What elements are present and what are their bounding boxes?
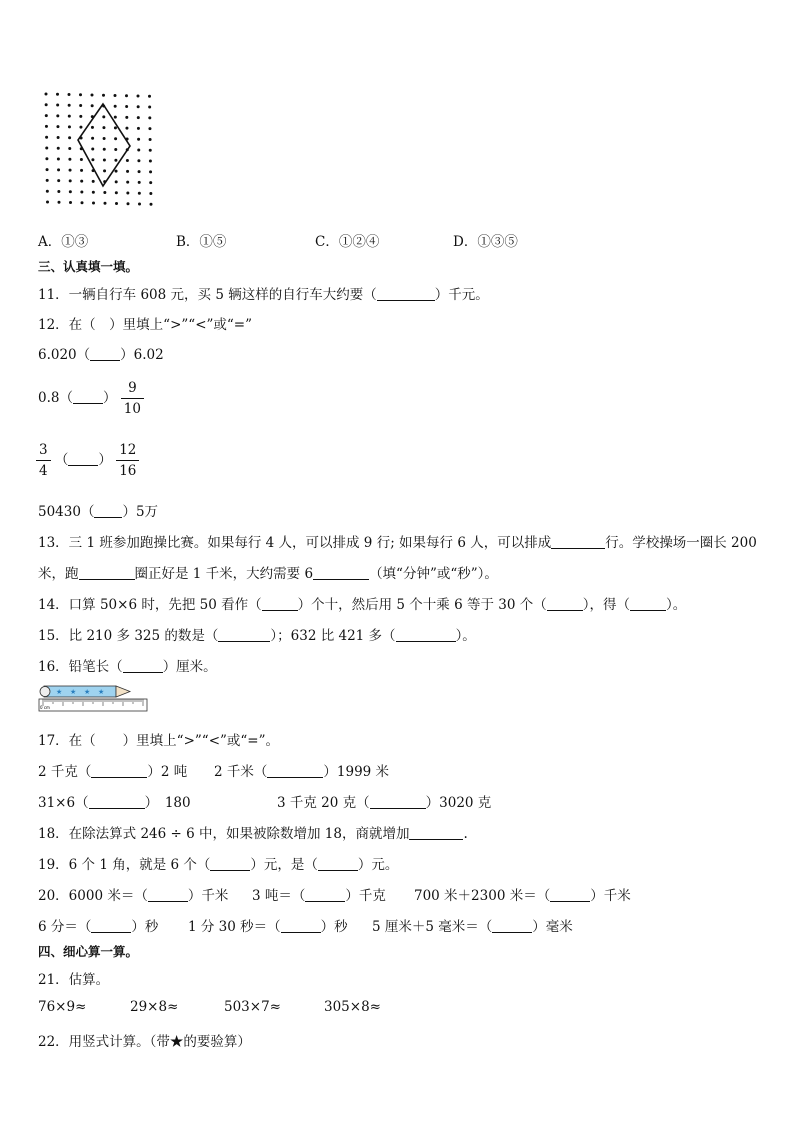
grid-dot [102, 94, 105, 97]
q15-blank-2[interactable] [396, 629, 456, 642]
grid-dot [57, 147, 60, 150]
grid-dot [137, 95, 140, 98]
grid-dot [69, 190, 72, 193]
grid-dot [137, 127, 140, 130]
q19-blank-1[interactable] [210, 858, 250, 871]
q12-r1-left: 6.020（ [38, 347, 91, 363]
grid-dot [104, 202, 107, 205]
grid-dot [149, 181, 152, 184]
q20-f [372, 915, 573, 935]
q12-r1-blank[interactable] [90, 348, 120, 361]
section-3-heading: 三、认真填一填。 [38, 259, 139, 274]
grid-dot [68, 115, 71, 118]
question-15 [38, 624, 476, 644]
q15-text-3: ）。 [455, 628, 476, 644]
q14-blank-1[interactable] [262, 598, 298, 611]
grid-dot [126, 191, 129, 194]
ruler-label: 0 cm [40, 705, 50, 710]
q15-text-1: 15．比 210 多 325 的数是（ [38, 628, 219, 644]
q14-text-1: 14．口算 50×6 时，先把 50 看作（ [38, 597, 262, 613]
grid-dot [137, 138, 140, 141]
q20-e-blank[interactable] [281, 920, 321, 933]
q20-f-blank[interactable] [492, 920, 532, 933]
q13-text-1: 13．三 1 班参加跑操比赛。如果每行 4 人，可以排成 9 行; 如果每行 6 人，可以排成 [38, 535, 552, 551]
grid-dot [103, 137, 106, 140]
grid-dot [148, 106, 151, 109]
grid-dot [103, 169, 106, 172]
q12-row-3 [36, 440, 139, 481]
q14-blank-2[interactable] [547, 598, 583, 611]
grid-dot [115, 202, 118, 205]
grid-dot [148, 127, 151, 130]
grid-dot [148, 95, 151, 98]
question-18 [38, 822, 468, 842]
q12-r3-close: ） [98, 452, 112, 468]
q20-e-right: ）秒 [320, 919, 348, 935]
grid-dot [149, 192, 152, 195]
fraction-denominator: 16 [119, 463, 137, 479]
q13-text-4: 圈正好是 1 千米，大约需要 6 [134, 566, 314, 582]
q16-blank[interactable] [123, 660, 163, 673]
q20-c-right: ）千米 [590, 888, 631, 904]
question-19 [38, 853, 398, 873]
q18-text-2: . [463, 826, 468, 842]
grid-dot [91, 126, 94, 129]
grid-dot [68, 125, 71, 128]
question-16 [38, 655, 217, 675]
q20-b-blank[interactable] [305, 889, 345, 902]
q19-blank-2[interactable] [318, 858, 358, 871]
grid-dot [91, 158, 94, 161]
grid-dot [125, 105, 128, 108]
grid-dot [114, 148, 117, 151]
grid-dot [114, 137, 117, 140]
grid-dot [114, 105, 117, 108]
q19-text-2: ）元，是（ [250, 857, 318, 873]
grid-dot [45, 147, 48, 150]
q14-blank-3[interactable] [630, 598, 666, 611]
grid-dot [68, 147, 71, 150]
q20-d-right: ）秒 [131, 919, 159, 935]
q17-a-blank[interactable] [91, 765, 147, 778]
grid-dot [56, 93, 59, 96]
grid-dot [103, 159, 106, 162]
q20-c [414, 884, 631, 904]
grid-dot [114, 126, 117, 129]
q13-blank-1[interactable] [551, 536, 605, 549]
q17-b-left: 2 千米（ [214, 764, 268, 780]
grid-dot [125, 127, 128, 130]
grid-dot [80, 169, 83, 172]
q12-r4-left: 50430（ [38, 504, 95, 520]
q17-d-left: 3 千克 20 克（ [277, 795, 370, 811]
grid-dot [69, 169, 72, 172]
grid-dot [45, 125, 48, 128]
grid-dot [115, 191, 118, 194]
grid-dot [58, 201, 61, 204]
q19-text-1: 19．6 个 1 角，就是 6 个（ [38, 857, 211, 873]
grid-dot [81, 201, 84, 204]
q20-e-left: 1 分 30 秒＝（ [188, 919, 281, 935]
q12-row-1 [38, 343, 164, 363]
q17-b [214, 760, 389, 780]
grid-dot [57, 168, 60, 171]
question-13-line-2 [38, 562, 498, 582]
grid-dot [69, 179, 72, 182]
q12-r4-right: ）5万 [122, 504, 159, 520]
q12-row-2 [38, 378, 144, 419]
q18-blank[interactable] [409, 827, 463, 840]
grid-dot [56, 114, 59, 117]
pencil-tip [116, 686, 130, 697]
q20-c-blank[interactable] [550, 889, 590, 902]
q20-f-left: 5 厘米＋5 毫米＝（ [372, 919, 493, 935]
q12-r1-right: ）6.02 [120, 347, 164, 363]
fraction-numerator: 12 [116, 440, 139, 461]
dot-grid-kite-figure [40, 88, 156, 210]
fraction-numerator: 3 [36, 440, 51, 461]
grid-dot [46, 190, 49, 193]
svg-text:★: ★ [56, 688, 63, 696]
grid-dot [126, 181, 129, 184]
question-21-stem: 21．估算。 [38, 972, 110, 988]
grid-dot [80, 180, 83, 183]
grid-dot [46, 179, 49, 182]
q13-blank-3[interactable] [313, 567, 369, 580]
grid-dot [79, 104, 82, 107]
grid-dot [114, 116, 117, 119]
grid-dot [102, 126, 105, 129]
grid-dot [148, 116, 151, 119]
choice-c[interactable]: C．①②④ [315, 234, 380, 250]
q17-c-right: ） 180 [144, 795, 191, 811]
q11-text-b: ）千元。 [434, 287, 489, 303]
grid-dot [91, 94, 94, 97]
q12-r3-fraction-left [36, 440, 51, 481]
question-12-stem: 12．在（ ）里填上“>”“<”或“=” [38, 317, 253, 333]
grid-dot [126, 170, 129, 173]
grid-dot [79, 93, 82, 96]
q17-a-right: ）2 吨 [147, 764, 188, 780]
grid-dot [137, 105, 140, 108]
grid-dot [68, 136, 71, 139]
grid-dot [149, 170, 152, 173]
q12-r2-right: ） [102, 390, 117, 406]
q12-r2-left: 0.8（ [38, 390, 73, 406]
q12-r3-open: （ [54, 452, 69, 468]
q13-text-5: （填“分钟”或“秒”）。 [369, 566, 498, 582]
grid-dot [45, 157, 48, 160]
grid-dot [137, 159, 140, 162]
q21-item-3: 503×7≈ [224, 999, 281, 1015]
q20-a-right: ）千米 [187, 888, 229, 904]
q12-r2-blank[interactable] [73, 391, 103, 404]
grid-dot [56, 104, 59, 107]
grid-dot [115, 170, 118, 173]
grid-dot [125, 94, 128, 97]
grid-dot [91, 137, 94, 140]
grid-dot [56, 125, 59, 128]
grid-dot [45, 136, 48, 139]
q21-item-4: 305×8≈ [324, 999, 381, 1015]
question-22: 22．用竖式计算。（带★的要验算） [38, 1034, 251, 1050]
q20-b-right: ）千克 [345, 888, 386, 904]
q20-d [38, 915, 158, 935]
q11-text-a: 11．一辆自行车 608 元，买 5 辆这样的自行车大约要（ [38, 287, 377, 303]
grid-dot [46, 168, 49, 171]
grid-dot [138, 181, 141, 184]
grid-dot [137, 149, 140, 152]
q16-text-2: ）厘米。 [162, 659, 217, 675]
grid-dot [45, 103, 48, 106]
q11-blank[interactable] [377, 288, 435, 301]
q12-r3-fraction-right [116, 440, 139, 481]
q17-b-right: ）1999 米 [323, 764, 390, 780]
q17-c-blank[interactable] [89, 796, 145, 809]
q13-blank-2[interactable] [79, 567, 135, 580]
grid-dot [115, 180, 118, 183]
q20-b [252, 884, 386, 904]
q20-f-right: ）毫米 [532, 919, 573, 935]
grid-dot [79, 115, 82, 118]
grid-dot [138, 203, 141, 206]
grid-dot [114, 159, 117, 162]
q20-a-left: 20．6000 米＝（ [38, 888, 148, 904]
section-4-heading: 四、细心算一算。 [38, 944, 139, 959]
pencil-ruler-figure [38, 684, 150, 714]
question-14 [38, 593, 686, 613]
grid-dot [149, 160, 152, 163]
svg-text:★: ★ [70, 688, 77, 696]
q17-a-left: 2 千克（ [38, 764, 92, 780]
choice-a[interactable]: A．①③ [38, 234, 89, 250]
q21-item-1: 76×9≈ [38, 999, 87, 1015]
q18-text-1: 18．在除法算式 246 ÷ 6 中，如果被除数增加 18，商就增加 [38, 826, 410, 842]
q17-d-blank[interactable] [370, 796, 426, 809]
q17-a [38, 760, 187, 780]
grid-dot [68, 93, 71, 96]
q14-text-3: ），得（ [582, 597, 630, 613]
fraction-denominator: 4 [39, 463, 48, 479]
grid-dot [92, 191, 95, 194]
grid-dot [103, 148, 106, 151]
grid-dot [137, 116, 140, 119]
q13-text-2: 行。学校操场一圈长 200 [605, 535, 757, 551]
grid-dot [57, 136, 60, 139]
grid-dot [57, 158, 60, 161]
grid-dot [92, 202, 95, 205]
grid-dot [79, 126, 82, 129]
grid-dot [127, 202, 130, 205]
grid-dot [150, 203, 153, 206]
pencil-eraser [40, 687, 50, 697]
question-11 [38, 283, 489, 303]
pencil-body [44, 686, 116, 697]
q20-a-blank[interactable] [148, 889, 188, 902]
grid-dot [92, 180, 95, 183]
q17-b-blank[interactable] [267, 765, 323, 778]
svg-text:★: ★ [98, 688, 105, 696]
q16-text-1: 16．铅笔长（ [38, 659, 123, 675]
question-17-stem: 17．在（ ）里填上“>”“<”或“=”。 [38, 733, 280, 749]
q17-d-right: ）3020 克 [425, 795, 492, 811]
svg-text:★: ★ [84, 688, 91, 696]
q20-e [188, 915, 348, 935]
fraction-denominator: 10 [123, 401, 141, 417]
fraction-numerator: 9 [121, 378, 144, 399]
grid-dot [91, 104, 94, 107]
grid-dot [80, 190, 83, 193]
q12-r3-blank[interactable] [68, 453, 98, 466]
q17-c [38, 791, 191, 811]
grid-dot [91, 148, 94, 151]
q12-r4-blank[interactable] [94, 505, 122, 518]
grid-dot [45, 93, 48, 96]
grid-dot [103, 191, 106, 194]
q15-blank-1[interactable] [218, 629, 270, 642]
grid-dot [45, 114, 48, 117]
q17-c-left: 31×6（ [38, 795, 89, 811]
q20-a [38, 884, 228, 904]
grid-dot [80, 158, 83, 161]
grid-dot [138, 170, 141, 173]
q20-b-left: 3 吨＝（ [252, 888, 306, 904]
q14-text-4: ）。 [665, 597, 687, 613]
grid-dot [57, 179, 60, 182]
grid-dot [46, 201, 49, 204]
choice-b[interactable]: B．①⑤ [176, 234, 227, 250]
q21-item-2: 29×8≈ [130, 999, 179, 1015]
grid-dot [57, 190, 60, 193]
grid-dot [138, 192, 141, 195]
q19-text-3: ）元。 [357, 857, 399, 873]
grid-dot [126, 159, 129, 162]
choice-d[interactable]: D．①③⑤ [453, 234, 518, 250]
grid-dot [102, 115, 105, 118]
q15-text-2: ）；632 比 421 多（ [270, 628, 396, 644]
grid-dot [68, 158, 71, 161]
q12-row-4 [38, 500, 158, 520]
grid-dot [149, 149, 152, 152]
q14-text-2: ）个十，然后用 5 个十乘 6 等于 30 个（ [297, 597, 547, 613]
q20-d-blank[interactable] [91, 920, 131, 933]
q20-d-left: 6 分＝（ [38, 919, 92, 935]
question-13-line-1 [38, 531, 757, 551]
q12-r2-fraction [121, 378, 144, 419]
q13-text-3: 米，跑 [38, 566, 79, 582]
grid-dot [125, 116, 128, 119]
grid-dot [114, 94, 117, 97]
q20-c-left: 700 米＋2300 米＝（ [414, 888, 551, 904]
q17-d [277, 791, 491, 811]
grid-dot [69, 201, 72, 204]
grid-dot [68, 104, 71, 107]
grid-dot [149, 138, 152, 141]
